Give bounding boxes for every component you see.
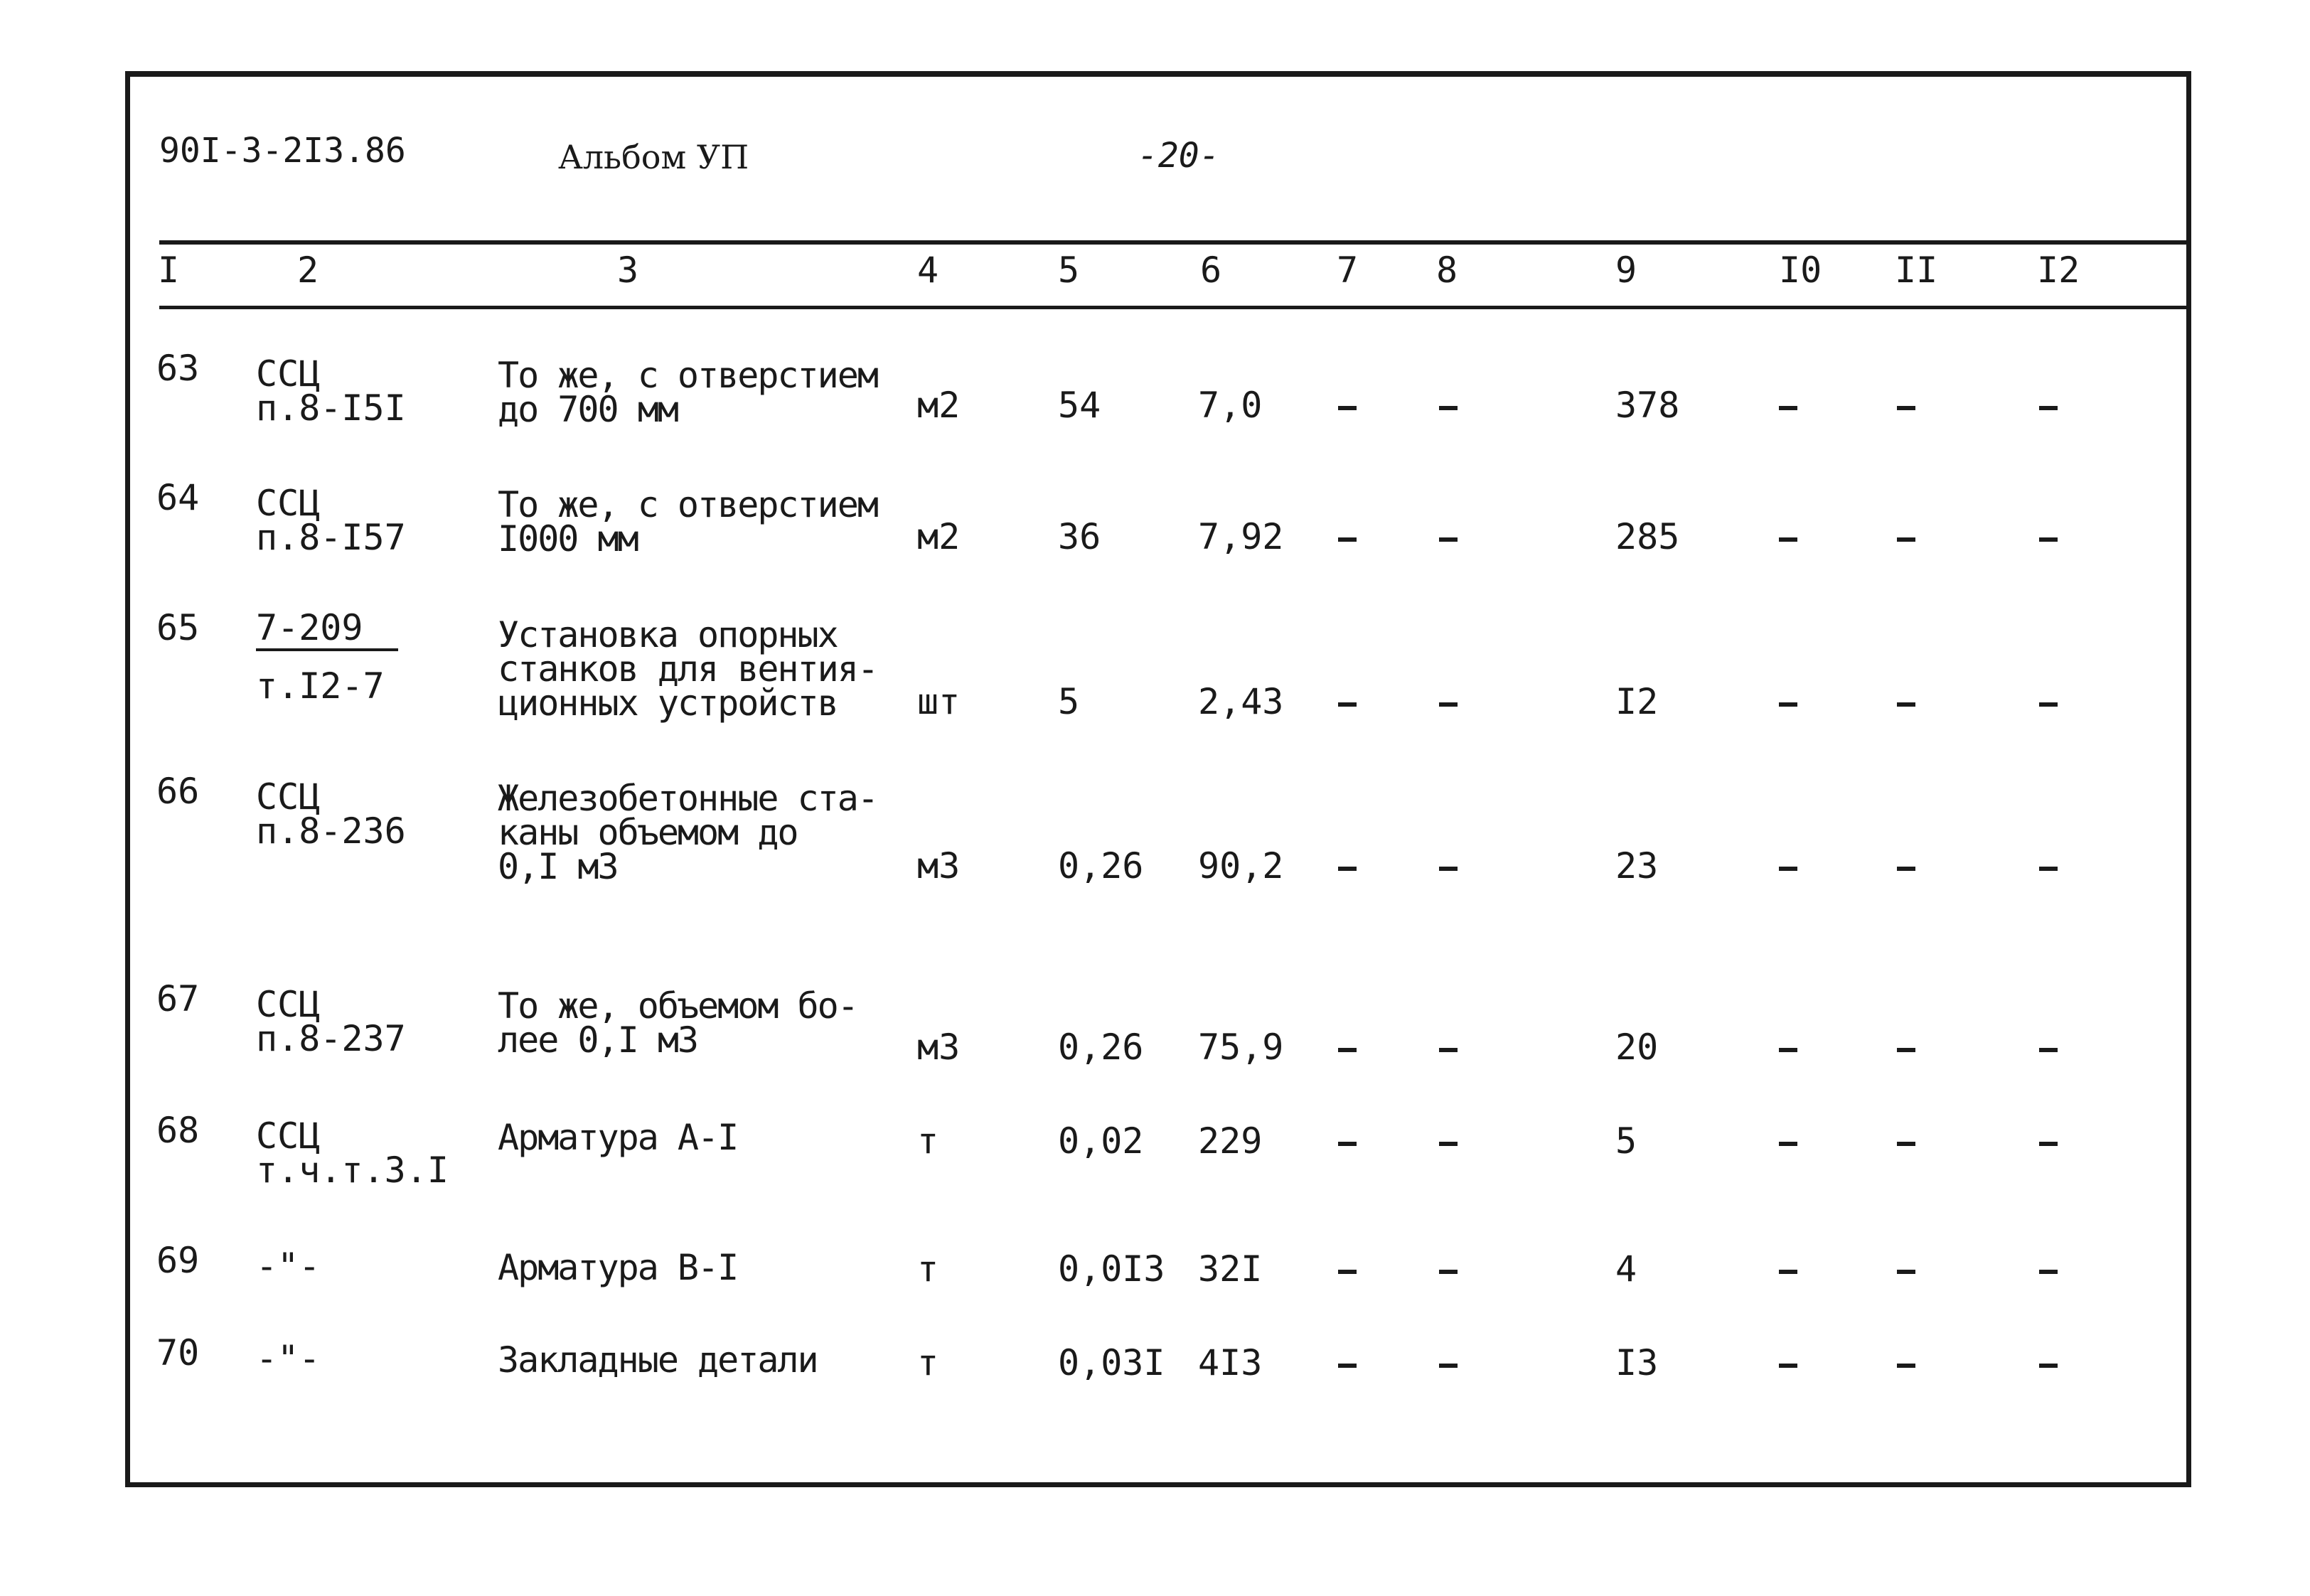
row-number: 70 <box>156 1332 200 1373</box>
row-quantity: 0,26 <box>1058 845 1144 887</box>
col11-dash <box>1897 1048 1915 1052</box>
row-description-line: Закладные детали <box>498 1339 818 1381</box>
column-number: 2 <box>297 250 319 291</box>
row-description-line: каны объемом до <box>498 812 798 853</box>
row-code-line: ССЦ <box>256 353 321 395</box>
row-code-line: ССЦ <box>256 1115 321 1157</box>
col8-dash <box>1439 1048 1458 1052</box>
row-quantity: 5 <box>1058 681 1080 722</box>
col10-dash <box>1779 1364 1797 1368</box>
column-number: II <box>1895 250 1938 291</box>
column-number: 6 <box>1200 250 1222 291</box>
row-code-line: ССЦ <box>256 984 321 1025</box>
row-description-line: станков для вентия- <box>498 648 877 690</box>
row-total: 285 <box>1615 516 1680 557</box>
row-price: 75,9 <box>1198 1027 1284 1068</box>
row-code-line: ССЦ <box>256 483 321 524</box>
row-total: 378 <box>1615 385 1680 426</box>
col10-dash <box>1779 1048 1797 1052</box>
row-quantity: 54 <box>1058 385 1101 426</box>
row-quantity: 0,0I3 <box>1058 1248 1165 1290</box>
column-number: 7 <box>1337 250 1359 291</box>
row-description-line: I000 мм <box>498 518 638 559</box>
col8-dash <box>1439 1142 1458 1146</box>
row-description-line: до 700 мм <box>498 389 678 430</box>
col7-dash <box>1338 1048 1357 1052</box>
column-number: 3 <box>617 250 639 291</box>
col11-dash <box>1897 867 1915 871</box>
row-number: 66 <box>156 771 200 812</box>
col7-dash <box>1338 1364 1357 1368</box>
col7-dash <box>1338 537 1357 542</box>
row-total: 5 <box>1615 1120 1637 1162</box>
column-number: I <box>158 250 180 291</box>
col12-dash <box>2039 867 2058 871</box>
col10-dash <box>1779 702 1797 707</box>
row-quantity: 0,03I <box>1058 1342 1165 1383</box>
row-price: 4I3 <box>1198 1342 1263 1383</box>
row-price: 7,92 <box>1198 516 1284 557</box>
col8-dash <box>1439 1270 1458 1274</box>
page-number: -20- <box>1138 136 1220 176</box>
header-bottom-rule <box>159 306 2191 309</box>
col12-dash <box>2039 1270 2058 1274</box>
column-number: 4 <box>917 250 939 291</box>
row-unit: м2 <box>917 516 961 557</box>
col11-dash <box>1897 702 1915 707</box>
row-total: 20 <box>1615 1027 1659 1068</box>
col10-dash <box>1779 406 1797 410</box>
code-fraction-line <box>256 648 398 651</box>
row-price: 90,2 <box>1198 845 1284 887</box>
col7-dash <box>1338 1270 1357 1274</box>
col12-dash <box>2039 1364 2058 1368</box>
col10-dash <box>1779 1142 1797 1146</box>
col11-dash <box>1897 537 1915 542</box>
col11-dash <box>1897 406 1915 410</box>
col11-dash <box>1897 1364 1915 1368</box>
col7-dash <box>1338 702 1357 707</box>
col10-dash <box>1779 1270 1797 1274</box>
row-description-line: То же, объемом бо- <box>498 985 857 1027</box>
row-code-line: -"- <box>256 1246 321 1287</box>
col8-dash <box>1439 537 1458 542</box>
row-unit: т <box>917 1342 939 1383</box>
row-total: 23 <box>1615 845 1659 887</box>
row-unit: шт <box>917 681 961 722</box>
row-unit: м2 <box>917 385 961 426</box>
row-price: 7,0 <box>1198 385 1263 426</box>
row-number: 65 <box>156 607 200 648</box>
row-code-line: 7-209 <box>256 607 363 648</box>
row-description-line: Арматура А-I <box>498 1117 738 1158</box>
col12-dash <box>2039 537 2058 542</box>
row-price: 229 <box>1198 1120 1263 1162</box>
row-description-line: То же, с отверстием <box>498 355 877 396</box>
row-description-line: Установка опорных <box>498 614 838 655</box>
row-code-line: п.8-I5I <box>256 387 406 429</box>
row-code-line: т.I2-7 <box>256 665 385 707</box>
row-number: 68 <box>156 1110 200 1151</box>
col10-dash <box>1779 867 1797 871</box>
row-code-line: т.ч.т.3.I <box>256 1150 449 1191</box>
column-number: 9 <box>1615 250 1637 291</box>
row-code-line: п.8-236 <box>256 810 406 852</box>
column-number: I2 <box>2037 250 2080 291</box>
col7-dash <box>1338 1142 1357 1146</box>
row-unit: м3 <box>917 1027 961 1068</box>
col8-dash <box>1439 406 1458 410</box>
column-number: 5 <box>1058 250 1080 291</box>
row-price: 32I <box>1198 1248 1263 1290</box>
row-total: I3 <box>1615 1342 1659 1383</box>
row-code-line: -"- <box>256 1338 321 1379</box>
col8-dash <box>1439 1364 1458 1368</box>
row-price: 2,43 <box>1198 681 1284 722</box>
row-number: 64 <box>156 477 200 518</box>
row-code-line: п.8-I57 <box>256 517 406 558</box>
row-quantity: 0,02 <box>1058 1120 1144 1162</box>
row-quantity: 0,26 <box>1058 1027 1144 1068</box>
document-code: 90I-3-2I3.86 <box>159 131 406 171</box>
row-description-line: ционных устройств <box>498 682 838 724</box>
col12-dash <box>2039 1048 2058 1052</box>
col7-dash <box>1338 867 1357 871</box>
row-number: 63 <box>156 348 200 389</box>
row-total: 4 <box>1615 1248 1637 1290</box>
col12-dash <box>2039 1142 2058 1146</box>
column-number: I0 <box>1779 250 1822 291</box>
col11-dash <box>1897 1270 1915 1274</box>
col12-dash <box>2039 702 2058 707</box>
col8-dash <box>1439 867 1458 871</box>
row-total: I2 <box>1615 681 1659 722</box>
column-number: 8 <box>1436 250 1458 291</box>
row-number: 69 <box>156 1240 200 1281</box>
row-unit: т <box>917 1248 939 1290</box>
row-description-line: 0,I м3 <box>498 846 618 887</box>
col12-dash <box>2039 406 2058 410</box>
row-code-line: п.8-237 <box>256 1018 406 1059</box>
row-description-line: Железобетонные ста- <box>498 778 877 819</box>
album-label: Альбом УП <box>558 138 749 176</box>
row-description-line: лее 0,I м3 <box>498 1019 698 1061</box>
table-top-rule <box>159 240 2191 245</box>
row-unit: м3 <box>917 845 961 887</box>
row-unit: т <box>917 1120 939 1162</box>
row-description-line: Арматура В-I <box>498 1247 738 1288</box>
col8-dash <box>1439 702 1458 707</box>
col11-dash <box>1897 1142 1915 1146</box>
row-code-line: ССЦ <box>256 776 321 818</box>
col10-dash <box>1779 537 1797 542</box>
row-number: 67 <box>156 978 200 1019</box>
row-quantity: 36 <box>1058 516 1101 557</box>
row-description-line: То же, с отверстием <box>498 484 877 525</box>
col7-dash <box>1338 406 1357 410</box>
